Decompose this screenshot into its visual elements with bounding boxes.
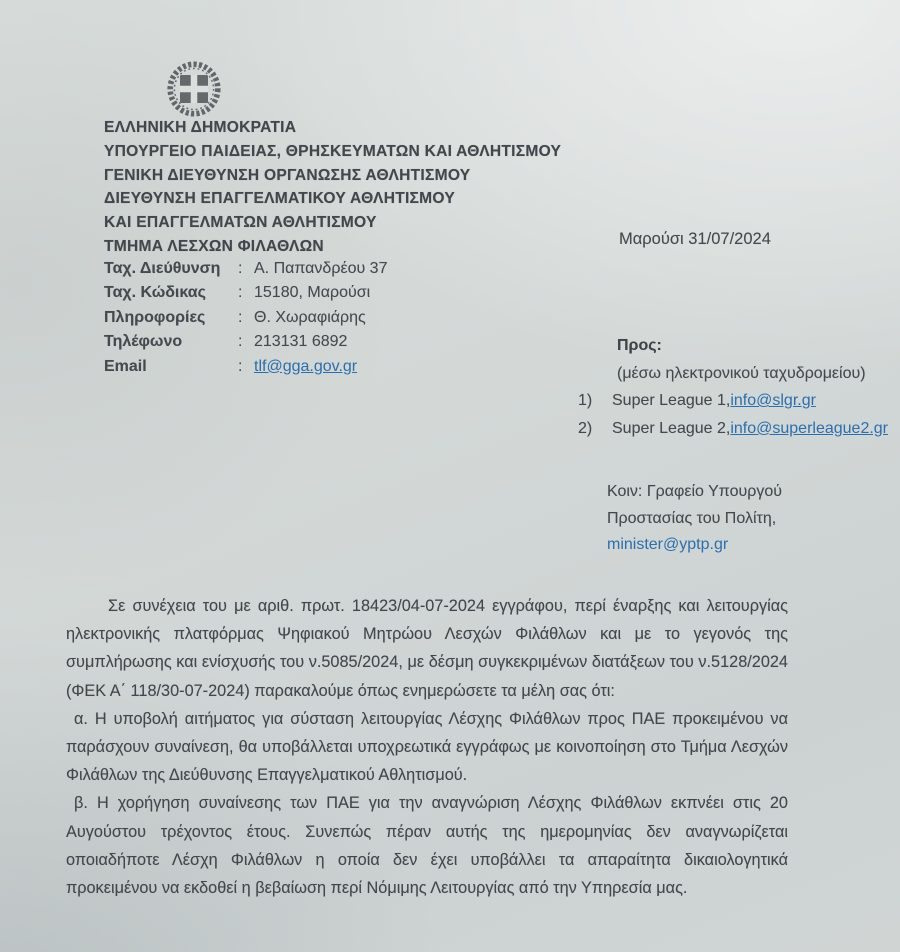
header-line-ministry: ΥΠΟΥΡΓΕΙΟ ΠΑΙΔΕΙΑΣ, ΘΡΗΣΚΕΥΜΑΤΩΝ ΚΑΙ ΑΘΛΗΤΙΣΜΟΥ	[104, 142, 562, 160]
body-paragraph-alpha: α. Η υποβολή αιτήματος για σύσταση λειτουργίας Λέσχης Φιλάθλων προς ΠΑΕ προκειμένου να παράσχουν συναίνεση, θα υποβάλλεται υποχρεωτικά εγγράφως με κοινοποίηση στο Τμήμα Λεσχών Φιλάθλων της Διεύθυνσης Επαγγελματικού Αθλητισμού.	[66, 709, 788, 785]
cc-email-link[interactable]: minister@yptp.gr	[607, 536, 729, 554]
header-line-department: ΤΜΗΜΑ ΛΕΣΧΩΝ ΦΙΛΑΘΛΩΝ	[104, 237, 324, 255]
header-line-general-directorate: ΓΕΝΙΚΗ ΔΙΕΥΘΥΝΣΗ ΟΡΓΑΝΩΣΗΣ ΑΘΛΗΤΙΣΜΟΥ	[104, 166, 471, 184]
cc-line-ministry: Προστασίας του Πολίτη,	[607, 509, 777, 527]
letter-body	[66, 592, 788, 902]
contact-separator: :	[238, 284, 243, 302]
body-paragraph-beta: β. Η χορήγηση συναίνεσης των ΠΑΕ για την αναγνώριση Λέσχης Φιλάθλων εκπνέει στις 20 Αυγούστου τρέχοντος έτους. Συνεπώς πέραν αυτής της ημερομηνίας δεν αναγνωρίζεται οποιαδήποτε Λέσχη Φιλάθλων η οποία δεν έχει υποβάλλει τα απαραίτητα δικαιολογητικά προκειμένου να εκδοθεί η βεβαίωση περί Νόμιμης Λειτουργίας από την Υπηρεσία μας.	[66, 794, 788, 898]
contact-label: Τηλέφωνο	[104, 333, 183, 351]
contact-row-telephone	[104, 330, 387, 354]
contact-label: Email	[104, 357, 147, 375]
to-label: Προς:	[617, 337, 662, 354]
contact-row-postal-code	[104, 281, 387, 305]
contact-block	[104, 257, 387, 379]
recipient-number: 1)	[578, 392, 593, 410]
cc-line-office: Κοιν: Γραφείο Υπουργού	[607, 483, 782, 500]
recipient-name: Super League 1,	[612, 392, 731, 410]
ministry-header	[104, 116, 561, 259]
contact-label: Ταχ. Διεύθυνση	[104, 260, 221, 277]
via-email-note: (μέσω ηλεκτρονικού ταχυδρομείου)	[617, 364, 866, 382]
contact-separator: :	[238, 333, 243, 351]
greek-national-emblem-icon	[166, 60, 222, 118]
date-line: Μαρούσι 31/07/2024	[619, 230, 771, 248]
contact-value: 15180, Μαρούσι	[254, 284, 371, 302]
contact-separator: :	[238, 308, 243, 326]
recipients-block	[578, 332, 896, 442]
recipient-email-link[interactable]: info@slgr.gr	[730, 392, 816, 410]
contact-row-email	[104, 355, 387, 379]
contact-row-address	[104, 257, 387, 281]
contact-value: Θ. Χωραφιάρης	[254, 308, 366, 326]
header-line-republic: ΕΛΛΗΝΙΚΗ ΔΗΜΟΚΡΑΤΙΑ	[104, 119, 297, 136]
recipient-number: 2)	[578, 419, 593, 437]
contact-label: Πληροφορίες	[104, 308, 206, 326]
contact-label: Ταχ. Κώδικας	[104, 284, 206, 302]
header-line-directorate: ΔΙΕΥΘΥΝΣΗ ΕΠΑΓΓΕΛΜΑΤΙΚΟΥ ΑΘΛΗΤΙΣΜΟΥ	[104, 190, 456, 208]
body-paragraph-intro: Σε συνέχεια του με αριθ. πρωτ. 18423/04-07-2024 εγγράφου, περί έναρξης και λειτουργίας ηλεκτρονικής πλατφόρμας Ψηφιακού Μητρώου Λεσχών Φιλάθλων και με το γεγονός της συμπλήρωσης και ενίσχυσής του ν.5085/2024, με δέσμη συγκεκριμένων διατάξεων του ν.5128/2024 (ΦΕΚ Α΄ 118/30-07-2024) παρακαλούμε όπως ενημερώσετε τα μέλη σας ότι:	[66, 597, 788, 700]
contact-row-information	[104, 306, 387, 330]
recipient-item-super-league-2	[578, 415, 896, 443]
recipient-name: Super League 2,	[612, 419, 731, 437]
contact-value: Α. Παπανδρέου 37	[254, 260, 388, 277]
header-line-professions: ΚΑΙ ΕΠΑΓΓΕΛΜΑΤΩΝ ΑΘΛΗΤΙΣΜΟΥ	[104, 214, 377, 232]
recipient-email-link[interactable]: info@superleague2.gr	[730, 419, 889, 437]
cc-block	[607, 479, 782, 559]
sender-email-link[interactable]: tlf@gga.gov.gr	[254, 357, 358, 375]
contact-value: 213131 6892	[254, 333, 348, 351]
contact-separator: :	[238, 260, 243, 277]
recipient-item-super-league-1	[578, 387, 896, 415]
contact-separator: :	[238, 357, 243, 375]
